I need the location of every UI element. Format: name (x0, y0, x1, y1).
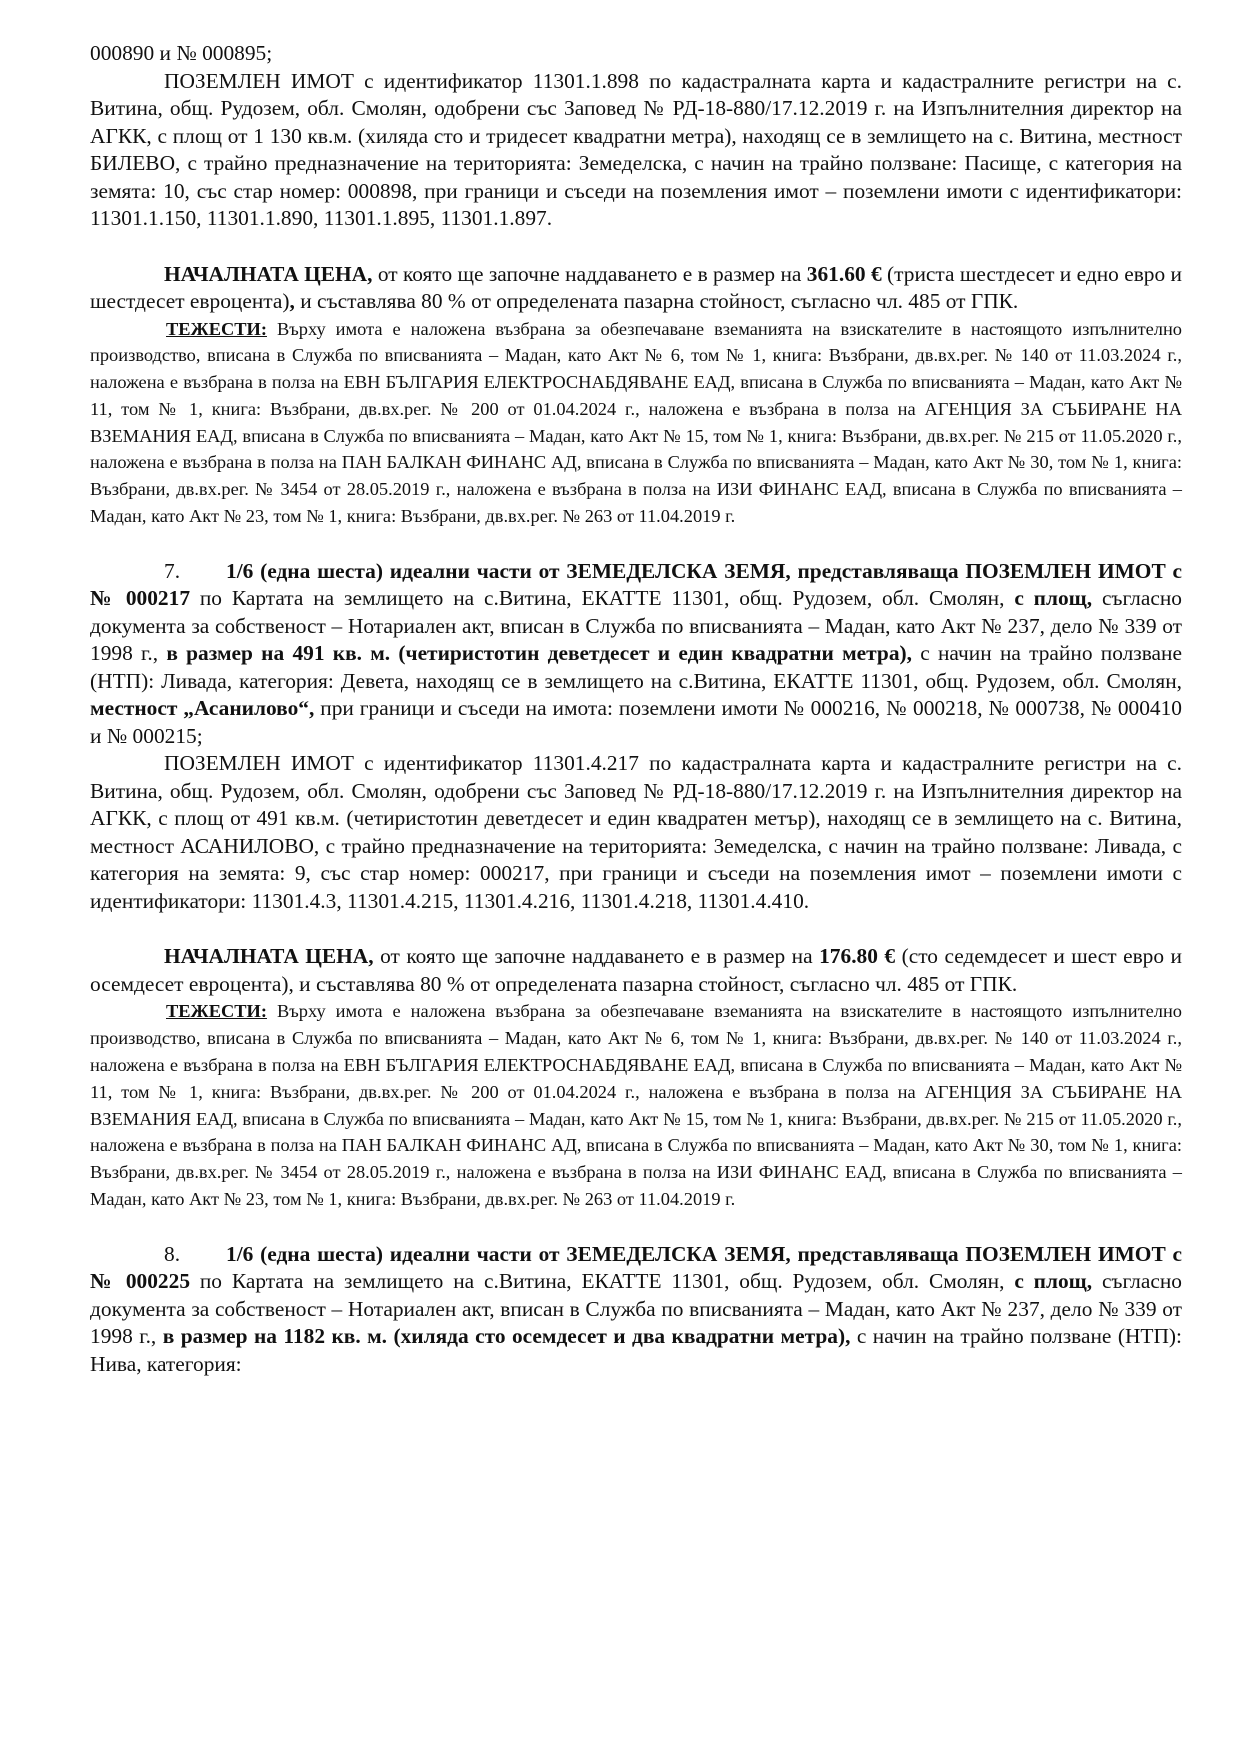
item-number: 7. (164, 558, 181, 583)
item-text: по Картата на землището на с.Витина, ЕКАТТЕ 11301, общ. Рудозем, обл. Смолян, (190, 1269, 1015, 1294)
item-text: по Картата на землището на с.Витина, ЕКАТТЕ 11301, общ. Рудозем, обл. Смолян, (190, 586, 1015, 611)
item-text: с начин на трайно ползване (НТП): Нива, категория: (90, 1324, 1182, 1376)
item-title: 1/6 (една шеста) идеални части от ЗЕМЕДЕЛСКА ЗЕМЯ, представляваща ПОЗЕМЛЕН ИМОТ с № 000225 (90, 1241, 1182, 1294)
paragraph-burdens-2 (90, 998, 1182, 1212)
item-area-value: в размер на 1182 кв. м. (хиляда сто осемдесет и два квадратни метра), (162, 1324, 851, 1349)
burdens-text: Върху имота е наложена възбрана за обезпечаване вземанията на взискателите в настоящото изпълнително производство, вписана в Служба по вписванията – Мадан, като Акт № 6, том № 1, книга: Възбрани, дв.вх.рег. № 140 от 11.03.2024 г., наложена е възбрана в полза на ЕВН БЪЛГАРИЯ ЕЛЕКТРОСНАБДЯВАНЕ ЕАД, вписана в Служба по вписванията – Мадан, като Акт № 11, том № 1, книга: Възбрани, дв.вх.рег. № 200 от 01.04.2024 г., наложена е възбрана в полза на АГЕНЦИЯ ЗА СЪБИРАНЕ НА ВЗЕМАНИЯ ЕАД, вписана в Служба по вписванията – Мадан, като Акт № 15, том № 1, книга: Възбрани, дв.вх.рег. № 215 от 11.05.2020 г., наложена е възбрана в полза на ПАН БАЛКАН ФИНАНС АД, вписана в Служба по вписванията – Мадан, като Акт № 30, том № 1, книга: Възбрани, дв.вх.рег. № 3454 от 28.05.2019 г., наложена е възбрана в полза на ИЗИ ФИНАНС ЕАД, вписана в Служба по вписванията – Мадан, като Акт № 23, том № 1, книга: Възбрани, дв.вх.рег. № 263 от 11.04.2019 г. (90, 1001, 1182, 1209)
paragraph-starting-price-1 (90, 261, 1182, 316)
item-text: при граници и съседи на имота: поземлени имоти № 000216, № 000218, № 000738, № 000410 и № 000215; (90, 696, 1182, 748)
item-number: 8. (164, 1241, 181, 1266)
price-amount: 176.80 € (819, 944, 896, 969)
paragraph-property-898: ПОЗЕМЛЕН ИМОТ с идентификатор 11301.1.898 по кадастралната карта и кадастралните регистри на с. Витина, общ. Рудозем, обл. Смолян, одобрени със Заповед № РД-18-880/17.12.2019 г. на Изпълнителния директор на АГКК, с площ от 1 130 кв.м. (хиляда сто и тридесет квадратни метра), находящ се в землището на с. Витина, местност БИЛЕВО, с трайно предназначение на територията: Земеделска, с начин на трайно ползване: Пасище, с категория на земята: 10, със стар номер: 000898, при граници и съседи на поземления имот – поземлени имоти с идентификатори: 11301.1.150, 11301.1.890, 11301.1.895, 11301.1.897. (90, 68, 1182, 230)
paragraph-burdens-1 (90, 316, 1182, 530)
price-text: от която ще започне наддаването е в размер на (373, 944, 820, 969)
price-words: (триста шестдесет и едно евро и шестдесет евроцента) (90, 261, 1182, 313)
item-text: съгласно документа за собственост – Нотариален акт, вписан в Служба по вписванията – Мадан, като Акт № 237, дело № 339 от 1998 г., (90, 586, 1182, 666)
burdens-label: ТЕЖЕСТИ: (166, 318, 267, 339)
price-comma: , (289, 289, 295, 313)
paragraph-item-8 (90, 1241, 1182, 1379)
price-words: (сто седемдесет и шест евро и осемдесет евроцента), и съставлява 80 % от определената пазарна стойност, съгласно чл. 485 от ГПК. (90, 944, 1183, 996)
item-area-label: с площ, (1014, 586, 1093, 611)
item-title: 1/6 (една шеста) идеални части от ЗЕМЕДЕЛСКА ЗЕМЯ, представляваща ПОЗЕМЛЕН ИМОТ с № 000217 (90, 558, 1182, 611)
price-amount: 361.60 € (806, 261, 882, 286)
paragraph-property-4-217: ПОЗЕМЛЕН ИМОТ с идентификатор 11301.4.217 по кадастралната карта и кадастралните регистри на с. Витина, общ. Рудозем, обл. Смолян, одобрени със Заповед № РД-18-880/17.12.2019 г. на Изпълнителния директор на АГКК, с площ от 491 кв.м. (четиристотин деветдесет и един квадратен метър), находящ се в землището на с. Витина, местност АСАНИЛОВО, с трайно предназначение на територията: Земеделска, с начин на трайно ползване: Ливада, с категория на земята: 9, със стар номер: 000217, при граници и съседи на поземления имот – поземлени имоти с идентификатори: 11301.4.3, 11301.4.215, 11301.4.216, 11301.4.218, 11301.4.410. (90, 751, 1182, 913)
document-page (90, 40, 1182, 1378)
paragraph-item-7 (90, 558, 1182, 751)
burdens-text: Върху имота е наложена възбрана за обезпечаване вземанията на взискателите в настоящото изпълнително производство, вписана в Служба по вписванията – Мадан, като Акт № 6, том № 1, книга: Възбрани, дв.вх.рег. № 140 от 11.03.2024 г., наложена е възбрана в полза на ЕВН БЪЛГАРИЯ ЕЛЕКТРОСНАБДЯВАНЕ ЕАД, вписана в Служба по вписванията – Мадан, като Акт № 11, том № 1, книга: Възбрани, дв.вх.рег. № 200 от 01.04.2024 г., наложена е възбрана в полза на АГЕНЦИЯ ЗА СЪБИРАНЕ НА ВЗЕМАНИЯ ЕАД, вписана в Служба по вписванията – Мадан, като Акт № 15, том № 1, книга: Възбрани, дв.вх.рег. № 215 от 11.05.2020 г., наложена е възбрана в полза на ПАН БАЛКАН ФИНАНС АД, вписана в Служба по вписванията – Мадан, като Акт № 30, том № 1, книга: Възбрани, дв.вх.рег. № 3454 от 28.05.2019 г., наложена е възбрана в полза на ИЗИ ФИНАНС ЕАД, вписана в Служба по вписванията – Мадан, като Акт № 23, том № 1, книга: Възбрани, дв.вх.рег. № 263 от 11.04.2019 г. (90, 318, 1182, 527)
item-locality: местност „Асанилово“, (90, 696, 315, 721)
item-area-value: в размер на 491 кв. м. (четиристотин деветдесет и един квадратни метра), (166, 641, 912, 666)
item-area-label: с площ, (1014, 1269, 1093, 1294)
item-text: с начин на трайно ползване (НТП): Ливада, категория: Девета, находящ се в землището на с.Витина, ЕКАТТЕ 11301, общ. Рудозем, обл. Смолян, (90, 641, 1182, 693)
price-text: от която ще започне наддаването е в размер на (372, 261, 807, 286)
starting-price-label: НАЧАЛНАТА ЦЕНА, (164, 944, 374, 969)
burdens-label: ТЕЖЕСТИ: (166, 1001, 267, 1022)
starting-price-label: НАЧАЛНАТА ЦЕНА, (164, 261, 373, 286)
price-tail: и съставлява 80 % от определената пазарна стойност, съгласно чл. 485 от ГПК. (294, 289, 1019, 313)
paragraph-continuation: 000890 и № 000895; (90, 41, 273, 65)
paragraph-starting-price-2 (90, 943, 1182, 998)
item-text: съгласно документа за собственост – Нотариален акт, вписан в Служба по вписванията – Мадан, като Акт № 237, дело № 339 от 1998 г., (90, 1269, 1182, 1349)
